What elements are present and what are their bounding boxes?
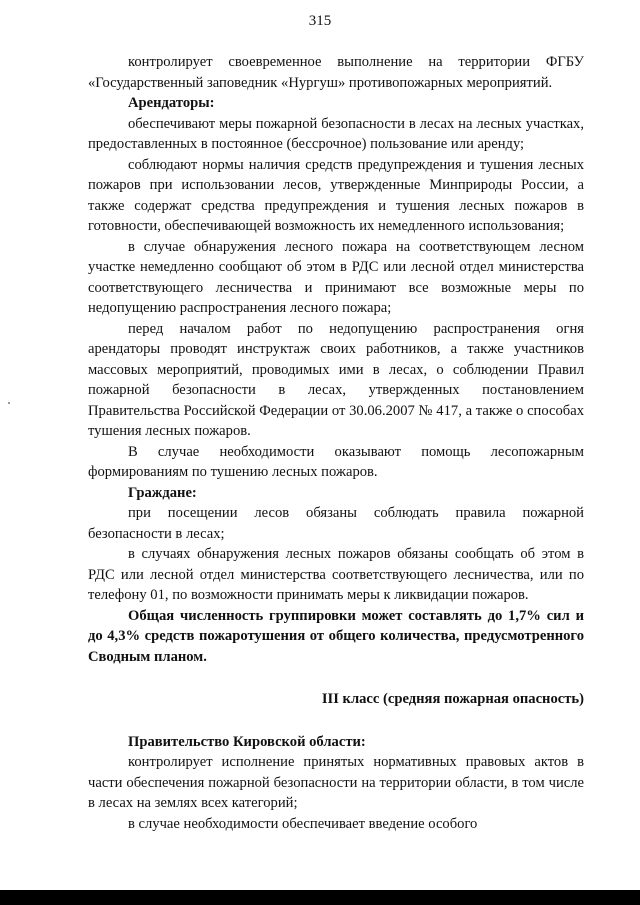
document-body bbox=[88, 52, 584, 834]
paragraph-government-measures: в случае необходимости обеспечивает введение особого bbox=[128, 815, 478, 832]
heading-kirov-government: Правительство Кировской области: bbox=[128, 733, 366, 750]
paragraph-tenants-report: в случае обнаружения лесного пожара на соответствующем лесном участке немедленно сообщают об этом в РДС или лесной отдел министерства соответствующего лесничества и принимают все возможные меры по недопущению распространения лесного пожара; bbox=[88, 238, 584, 316]
paragraph-tenants-safety: обеспечивают меры пожарной безопасности в лесах на лесных участках, предоставленных в постоянное (бессрочное) пользование или аренду; bbox=[88, 115, 584, 152]
heading-citizens: Граждане: bbox=[128, 484, 197, 501]
paragraph-group-strength: Общая численность группировки может составлять до 1,7% сил и до 4,3% средств пожаротушения от общего количества, предусмотренного Сводным планом. bbox=[88, 607, 584, 665]
paragraph-tenants-briefing: перед началом работ по недопущению распространения огня арендаторы проводят инструктаж своих работников, а также участников массовых мероприятий, проводимых ими в лесах, о соблюдении Правил пожарной безопасности в лесах, утвержденных постановлением Правительства Российской Федерации от 30.06.2007 № 417, а также о способах тушения лесных пожаров. bbox=[88, 320, 584, 439]
paragraph-citizens-report: в случаях обнаружения лесных пожаров обязаны сообщать об этом в РДС или лесной отдел министерства соответствующего лесничества, или по телефону 01, по возможности принимать меры к ликвидации пожаров. bbox=[88, 546, 584, 603]
paragraph-tenants-assist: В случае необходимости оказывают помощь лесопожарным формированиям по тушению лесных пожаров. bbox=[88, 443, 584, 480]
scan-bottom-border bbox=[0, 890, 640, 905]
heading-tenants: Арендаторы: bbox=[128, 95, 215, 111]
paragraph-government-control: контролирует исполнение принятых нормативных правовых актов в части обеспечения пожарной безопасности на территории области, в том числе в лесах на землях всех категорий; bbox=[88, 754, 584, 811]
paragraph-citizens-rules: при посещении лесов обязаны соблюдать правила пожарной безопасности в лесах; bbox=[88, 505, 584, 542]
paragraph-tenants-norms: соблюдают нормы наличия средств предупреждения и тушения лесных пожаров при использовании лесов, утвержденные Минприроды России, а также содержат средства предупреждения и тушения лесных пожаров в готовности, обеспечивающей возможность их немедленного использования; bbox=[88, 156, 584, 234]
paragraph-reserve-control: контролирует своевременное выполнение на территории ФГБУ «Государственный заповедник «Нургуш» противопожарных мероприятий. bbox=[88, 54, 584, 91]
section-title-class-3: III класс (средняя пожарная опасность) bbox=[321, 691, 584, 707]
scan-artifact bbox=[8, 402, 10, 404]
page-number: 315 bbox=[308, 13, 332, 29]
